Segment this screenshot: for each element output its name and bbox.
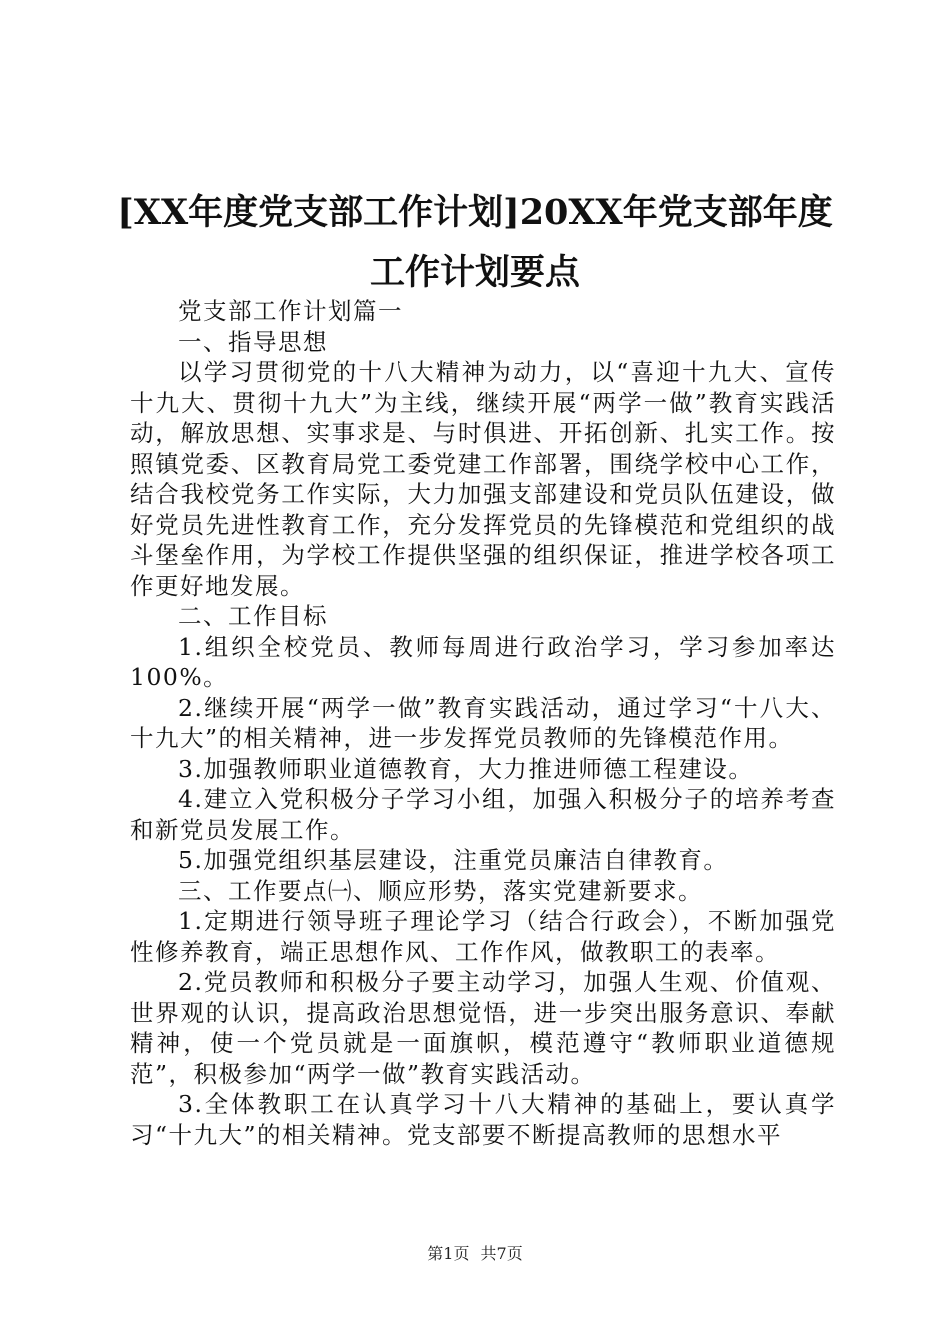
paragraph-goal-5: 5.加强党组织基层建设，注重党员廉洁自律教育。	[178, 846, 729, 874]
document-body	[130, 296, 836, 1150]
paragraph-heading-guiding-ideology: 一、指导思想	[178, 327, 328, 356]
paragraph-heading-work-points: 三、工作要点㈠、顺应形势，落实党建新要求。	[178, 876, 703, 905]
paragraph-point-1: 1.定期进行领导班子理论学习（结合行政会），不断加强党性修养教育，端正思想作风、工作作风，做教职工的表率。	[130, 907, 836, 966]
paragraph-point-3: 3.全体教职工在认真学习十八大精神的基础上，要认真学习“十九大”的相关精神。党支部要不断提高教师的思想水平	[130, 1090, 836, 1149]
page-total: 共7页	[480, 1244, 523, 1263]
paragraph-goal-2: 2.继续开展“两学一做”教育实践活动，通过学习“十八大、十九大”的相关精神，进一步发挥党员教师的先锋模范作用。	[130, 693, 836, 752]
page-number: 第1页	[427, 1244, 470, 1263]
paragraph-goal-3: 3.加强教师职业道德教育，大力推进师德工程建设。	[178, 754, 754, 783]
paragraph-heading-work-goals: 二、工作目标	[178, 602, 328, 630]
paragraph-guiding-ideology-body: 以学习贯彻党的十八大精神为动力，以“喜迎十九大、宣传十九大、贯彻十九大”为主线，继续开展“两学一做”教育实践活动，解放思想、实事求是、与时俱进、开拓创新、扎实工作。按照镇党委、区教育局党工委党建工作部署，围绕学校中心工作，结合我校党务工作实际，大力加强支部建设和党员队伍建设，做好党员先进性教育工作，充分发挥党员的先锋模范和党组织的战斗堡垒作用，为学校工作提供坚强的组织保证，推进学校各项工作更好地发展。	[130, 358, 836, 600]
paragraph-goal-1: 1.组织全校党员、教师每周进行政治学习，学习参加率达100%。	[130, 632, 836, 691]
paragraph-goal-4: 4.建立入党积极分子学习小组，加强入积极分子的培养考查和新党员发展工作。	[130, 785, 836, 844]
paragraph-section-heading: 党支部工作计划篇一	[178, 297, 403, 325]
page-footer	[0, 1244, 950, 1264]
page-title: [XX年度党支部工作计划]20XX年党支部年度工作计划要点	[117, 192, 833, 293]
paragraph-point-2: 2.党员教师和积极分子要主动学习，加强人生观、价值观、世界观的认识，提高政治思想觉悟，进一步突出服务意识、奉献精神，使一个党员就是一面旗帜，模范遵守“教师职业道德规范”，积极参加“两学一做”教育实践活动。	[130, 968, 836, 1088]
